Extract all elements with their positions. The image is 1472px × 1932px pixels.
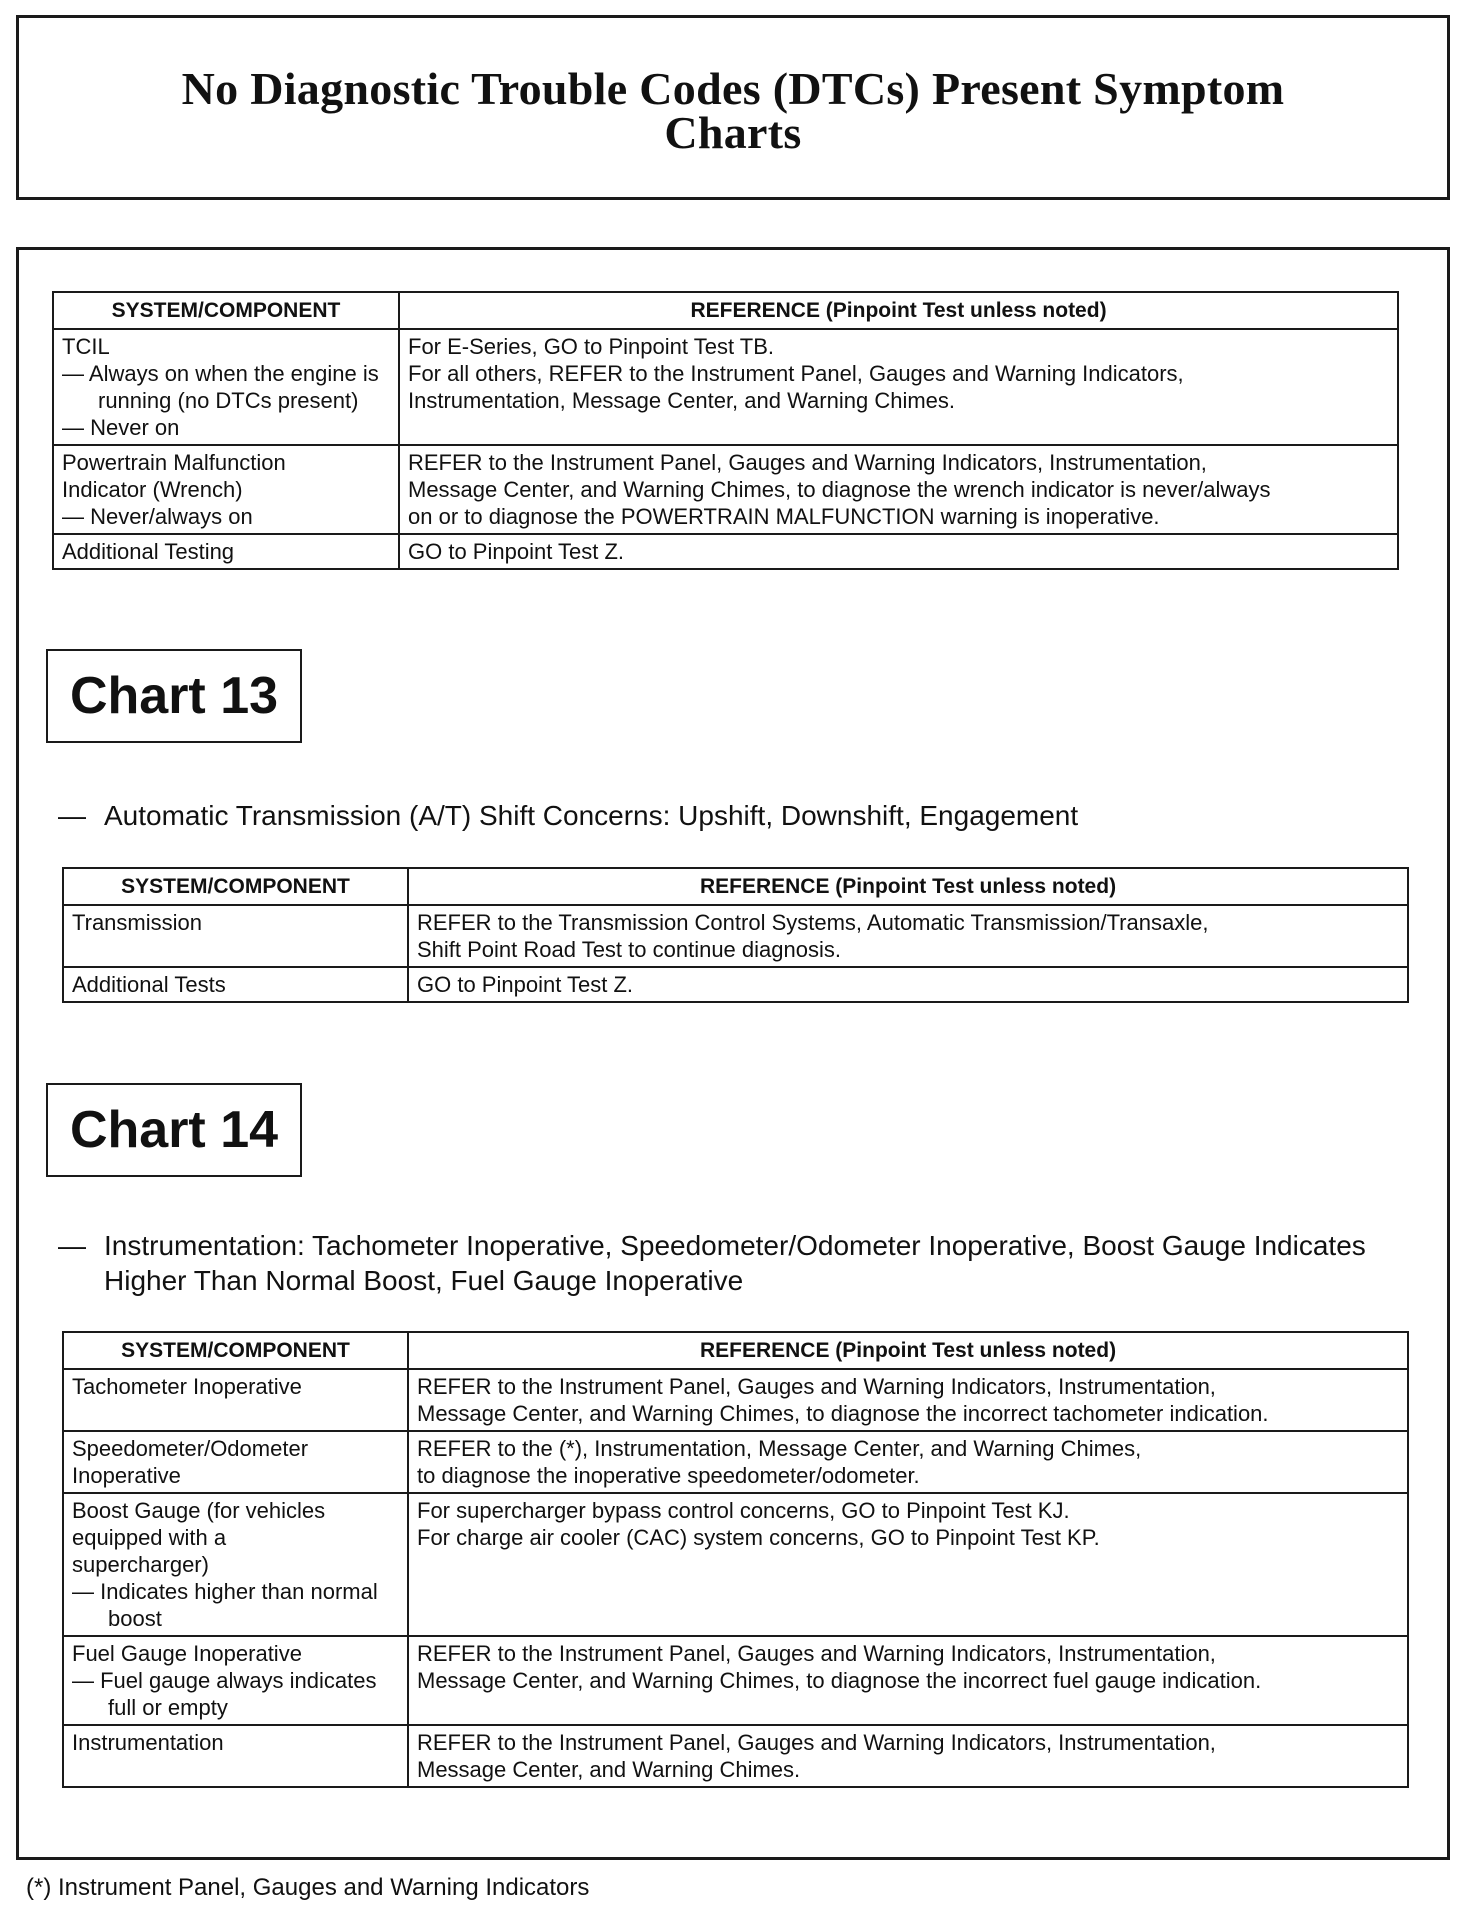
table-header-row <box>63 868 1408 905</box>
table-row <box>63 1725 1408 1787</box>
table-row <box>63 967 1408 1002</box>
reference-header: REFERENCE (Pinpoint Test unless noted) <box>408 868 1408 905</box>
reference-cell <box>399 329 1398 445</box>
system-symptom-line: — Always on when the engine is running (no DTCs present) <box>62 361 379 413</box>
page-title <box>181 61 1285 158</box>
reference-cell <box>399 445 1398 534</box>
system-component-cell <box>53 534 399 569</box>
table-row <box>63 1431 1408 1493</box>
symptom-table-chart-13 <box>62 867 1409 1003</box>
reference-line: REFER to the Instrument Panel, Gauges and Warning Indicators, Instrumentation, <box>408 450 1207 475</box>
reference-line: REFER to the (*), Instrumentation, Message Center, and Warning Chimes, <box>417 1436 1142 1461</box>
reference-cell <box>408 1431 1408 1493</box>
system-component-line: Additional Tests <box>72 972 226 997</box>
system-symptom-line: — Indicates higher than normal boost <box>72 1579 378 1631</box>
reference-line: Message Center, and Warning Chimes. <box>417 1757 801 1782</box>
system-component-line: Boost Gauge (for vehicles <box>72 1498 326 1523</box>
reference-header: REFERENCE (Pinpoint Test unless noted) <box>408 1332 1408 1369</box>
symptom-table-tcil <box>52 291 1399 570</box>
system-component-line: Tachometer Inoperative <box>72 1374 302 1399</box>
table-row <box>63 1369 1408 1431</box>
reference-line: REFER to the Transmission Control Systems, Automatic Transmission/Transaxle, <box>417 910 1209 935</box>
reference-line: REFER to the Instrument Panel, Gauges and Warning Indicators, Instrumentation, <box>417 1730 1216 1755</box>
title-box <box>16 15 1450 200</box>
chart-13-badge: Chart 13 <box>46 649 302 743</box>
system-component-line: Indicator (Wrench) <box>62 477 243 502</box>
concern-dash: — <box>58 1230 86 1261</box>
system-component-line: Transmission <box>72 910 202 935</box>
page-title-line: No Diagnostic Trouble Codes (DTCs) Present Symptom <box>181 62 1285 114</box>
system-component-cell <box>63 967 408 1002</box>
system-component-line: Powertrain Malfunction <box>62 450 286 475</box>
system-component-cell <box>63 1493 408 1636</box>
reference-line: REFER to the Instrument Panel, Gauges and Warning Indicators, Instrumentation, <box>417 1641 1216 1666</box>
concern-dash: — <box>58 800 86 831</box>
system-symptom-line: — Fuel gauge always indicates full or empty <box>72 1668 377 1720</box>
system-component-header: SYSTEM/COMPONENT <box>53 292 399 329</box>
page-title-line: Charts <box>664 106 802 158</box>
system-component-cell <box>63 1369 408 1431</box>
reference-cell <box>408 1725 1408 1787</box>
reference-cell <box>408 967 1408 1002</box>
system-symptom-line: — Never on <box>62 415 180 440</box>
system-component-line: Inoperative <box>72 1463 181 1488</box>
table-row <box>53 329 1398 445</box>
concern-text: Instrumentation: Tachometer Inoperative, Speedometer/Odometer Inoperative, Boost Gauge Indicates Higher Than Normal Boost, Fuel Gauge Inoperative <box>104 1230 1366 1296</box>
chart-13-concern <box>58 798 1378 833</box>
system-component-header: SYSTEM/COMPONENT <box>63 1332 408 1369</box>
reference-line: Message Center, and Warning Chimes, to diagnose the wrench indicator is never/always <box>408 477 1271 502</box>
reference-line: Message Center, and Warning Chimes, to diagnose the incorrect fuel gauge indication. <box>417 1668 1262 1693</box>
reference-header: REFERENCE (Pinpoint Test unless noted) <box>399 292 1398 329</box>
reference-line: For E-Series, GO to Pinpoint Test TB. <box>408 334 774 359</box>
chart-14-badge: Chart 14 <box>46 1083 302 1177</box>
table-row <box>53 534 1398 569</box>
system-component-line: Fuel Gauge Inoperative <box>72 1641 302 1666</box>
system-component-line: Instrumentation <box>72 1730 224 1755</box>
chart-14-concern <box>58 1228 1388 1298</box>
reference-cell <box>399 534 1398 569</box>
reference-line: Shift Point Road Test to continue diagnosis. <box>417 937 841 962</box>
system-component-cell <box>53 329 399 445</box>
reference-line: GO to Pinpoint Test Z. <box>417 972 634 997</box>
system-component-cell <box>63 905 408 967</box>
reference-line: to diagnose the inoperative speedometer/odometer. <box>417 1463 920 1488</box>
symptom-table-chart-14 <box>62 1331 1409 1788</box>
system-component-line: equipped with a <box>72 1525 227 1550</box>
reference-line: For all others, REFER to the Instrument Panel, Gauges and Warning Indicators, <box>408 361 1184 386</box>
system-component-cell <box>63 1725 408 1787</box>
reference-cell <box>408 1636 1408 1725</box>
reference-line: Message Center, and Warning Chimes, to diagnose the incorrect tachometer indication. <box>417 1401 1269 1426</box>
system-component-cell <box>63 1431 408 1493</box>
system-component-cell <box>53 445 399 534</box>
system-component-cell <box>63 1636 408 1725</box>
system-component-header: SYSTEM/COMPONENT <box>63 868 408 905</box>
concern-text: Automatic Transmission (A/T) Shift Concerns: Upshift, Downshift, Engagement <box>104 800 1079 831</box>
system-component-line: Speedometer/Odometer <box>72 1436 309 1461</box>
reference-line: Instrumentation, Message Center, and Warning Chimes. <box>408 388 956 413</box>
table-header-row <box>53 292 1398 329</box>
reference-cell <box>408 1493 1408 1636</box>
system-component-line: supercharger) <box>72 1552 209 1577</box>
reference-line: REFER to the Instrument Panel, Gauges and Warning Indicators, Instrumentation, <box>417 1374 1216 1399</box>
system-symptom-line: — Never/always on <box>62 504 253 529</box>
table-row <box>63 905 1408 967</box>
table-header-row <box>63 1332 1408 1369</box>
table-row <box>53 445 1398 534</box>
reference-line: on or to diagnose the POWERTRAIN MALFUNCTION warning is inoperative. <box>408 504 1160 529</box>
reference-line: GO to Pinpoint Test Z. <box>408 539 625 564</box>
table-row <box>63 1636 1408 1725</box>
footnote: (*) Instrument Panel, Gauges and Warning Indicators <box>26 1874 590 1901</box>
table-row <box>63 1493 1408 1636</box>
reference-line: For charge air cooler (CAC) system concerns, GO to Pinpoint Test KP. <box>417 1525 1100 1550</box>
reference-line: For supercharger bypass control concerns, GO to Pinpoint Test KJ. <box>417 1498 1070 1523</box>
reference-cell <box>408 905 1408 967</box>
system-component-line: Additional Testing <box>62 539 235 564</box>
system-component-line: TCIL <box>62 334 110 359</box>
reference-cell <box>408 1369 1408 1431</box>
